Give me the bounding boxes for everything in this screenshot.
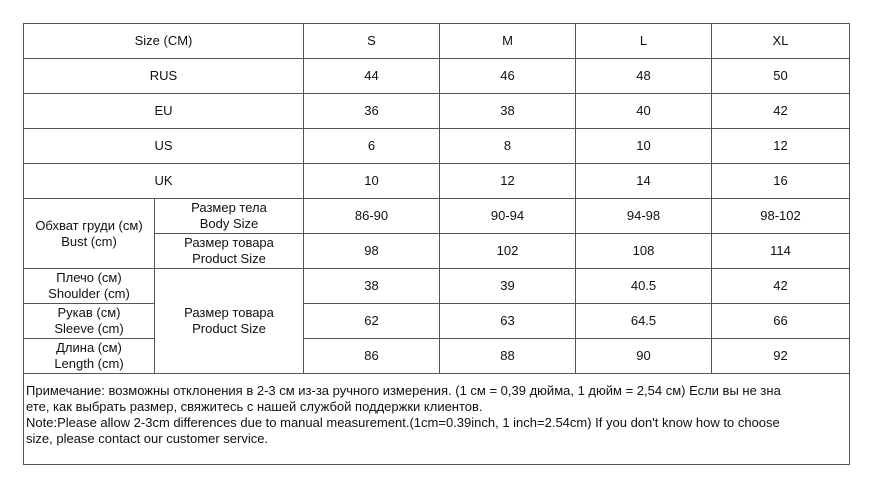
table-cell: 64.5 [576, 304, 712, 339]
table-row-rus [24, 59, 850, 94]
table-cell: 16 [712, 164, 850, 199]
body-size-label-en: Body Size [199, 216, 259, 231]
table-cell: 14 [576, 164, 712, 199]
product-size-label [155, 234, 304, 269]
table-cell: 38 [440, 94, 576, 129]
table-cell: 90-94 [440, 199, 576, 234]
size-header-m: M [440, 24, 576, 59]
table-header-row [24, 24, 850, 59]
table-cell: 12 [440, 164, 576, 199]
table-cell: 108 [576, 234, 712, 269]
table-cell: 102 [440, 234, 576, 269]
size-header-s: S [304, 24, 440, 59]
table-row-uk [24, 164, 850, 199]
table-cell: 44 [304, 59, 440, 94]
table-cell: 48 [576, 59, 712, 94]
product-size-label-ru: Размер товара [184, 235, 274, 250]
body-size-label [155, 199, 304, 234]
table-row-eu [24, 94, 850, 129]
size-header-xl: XL [712, 24, 850, 59]
length-label-en: Length (cm) [54, 356, 124, 371]
table-cell: 86 [304, 339, 440, 374]
table-cell: 66 [712, 304, 850, 339]
table-cell: 8 [440, 129, 576, 164]
row-label: RUS [24, 59, 304, 94]
shoulder-label [24, 269, 155, 304]
table-cell: 46 [440, 59, 576, 94]
sleeve-label [24, 304, 155, 339]
table-cell: 38 [304, 269, 440, 304]
table-cell: 10 [304, 164, 440, 199]
bust-label-en: Bust (cm) [61, 233, 117, 249]
table-cell: 88 [440, 339, 576, 374]
product-size-group-label-en: Product Size [192, 321, 266, 336]
note-ru-line1: Примечание: возможны отклонения в 2-3 см из-за ручного измерения. (1 см = 0,39 дюйма, 1 дюйм = 2,54 см) Если вы не зна [26, 383, 781, 398]
size-header-l: L [576, 24, 712, 59]
table-row-sleeve [24, 304, 850, 339]
table-cell: 40.5 [576, 269, 712, 304]
table-row-length [24, 339, 850, 374]
table-cell: 114 [712, 234, 850, 269]
shoulder-label-en: Shoulder (cm) [48, 286, 130, 301]
table-cell: 6 [304, 129, 440, 164]
table-cell: 36 [304, 94, 440, 129]
table-cell: 63 [440, 304, 576, 339]
table-cell: 10 [576, 129, 712, 164]
body-size-label-ru: Размер тела [191, 200, 267, 215]
product-size-group-label-ru: Размер товара [184, 305, 274, 320]
table-cell: 92 [712, 339, 850, 374]
table-cell: 62 [304, 304, 440, 339]
table-cell: 39 [440, 269, 576, 304]
table-cell: 12 [712, 129, 850, 164]
shoulder-label-ru: Плечо (см) [56, 270, 122, 285]
row-label: EU [24, 94, 304, 129]
product-size-group-label [155, 269, 304, 374]
table-row-us [24, 129, 850, 164]
table-cell: 50 [712, 59, 850, 94]
table-cell: 90 [576, 339, 712, 374]
table-cell: 40 [576, 94, 712, 129]
table-row-note [24, 374, 850, 465]
note-en-line2: size, please contact our customer service. [26, 431, 269, 446]
bust-label [24, 199, 155, 269]
row-label: UK [24, 164, 304, 199]
row-label: US [24, 129, 304, 164]
size-chart-table [23, 23, 850, 465]
bust-label-ru: Обхват груди (см) [35, 217, 143, 233]
table-cell: 94-98 [576, 199, 712, 234]
length-label-ru: Длина (см) [56, 340, 122, 355]
sleeve-label-en: Sleeve (cm) [54, 321, 124, 336]
table-cell: 42 [712, 94, 850, 129]
table-cell: 42 [712, 269, 850, 304]
table-cell: 98 [304, 234, 440, 269]
sleeve-label-ru: Рукав (см) [57, 305, 121, 320]
table-row-shoulder [24, 269, 850, 304]
length-label [24, 339, 155, 374]
product-size-label-en: Product Size [192, 251, 266, 266]
size-header-label: Size (CM) [24, 24, 304, 59]
note-ru-line2: ете, как выбрать размер, свяжитесь с нашей службой поддержки клиентов. [26, 399, 483, 414]
table-row-bust-body [24, 199, 850, 234]
table-cell: 86-90 [304, 199, 440, 234]
note-cell [24, 374, 850, 465]
note-en-line1: Note:Please allow 2-3cm differences due to manual measurement.(1cm=0.39inch, 1 inch=2.54cm) If you don't know how to choose [26, 415, 780, 430]
table-cell: 98-102 [712, 199, 850, 234]
